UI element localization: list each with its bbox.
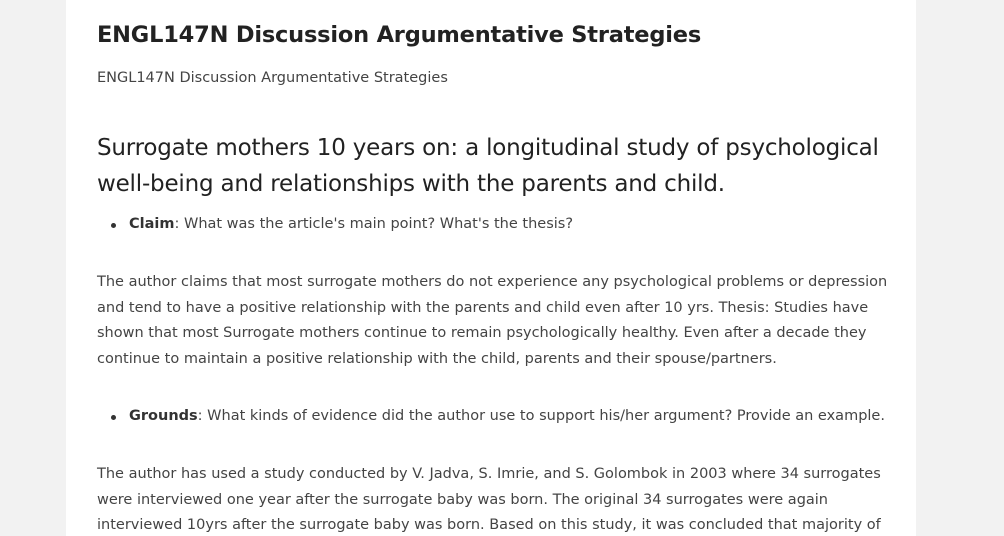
claim-answer-line: shown that most Surrogate mothers continue to remain psychologically healthy. Even after a decade they xyxy=(97,325,867,342)
grounds-term: Grounds xyxy=(129,408,198,424)
article-heading-line: well-being and relationships with the parents and child. xyxy=(97,171,725,197)
claim-answer-line: and tend to have a positive relationship with the parents and child even after 10 yrs. Thesis: Studies have xyxy=(97,299,869,316)
page-card xyxy=(66,0,916,536)
grounds-question: : What kinds of evidence did the author use to support his/her argument? Provide an example. xyxy=(197,408,885,424)
claim-term: Claim xyxy=(129,216,175,232)
claim-answer xyxy=(97,270,887,372)
article-heading xyxy=(97,130,887,202)
grounds-answer-line: were interviewed one year after the surrogate baby was born. The original 34 surrogates were again xyxy=(97,491,828,508)
bullet-icon xyxy=(111,415,116,420)
grounds-bullet-list xyxy=(97,408,885,424)
grounds-answer xyxy=(97,462,887,536)
grounds-answer-line: interviewed 10yrs after the surrogate baby was born. Based on this study, it was concluded that majority of xyxy=(97,517,881,534)
grounds-answer-line: The author has used a study conducted by V. Jadva, S. Imrie, and S. Golombok in 2003 where 34 surrogates xyxy=(97,466,881,482)
claim-answer-line: continue to maintain a positive relationship with the child, parents and their spouse/partners. xyxy=(97,350,777,367)
page-subtitle: ENGL147N Discussion Argumentative Strategies xyxy=(97,70,448,86)
claim-question: : What was the article's main point? What's the thesis? xyxy=(174,216,574,232)
grounds-bullet xyxy=(97,408,885,424)
claim-bullet xyxy=(97,216,573,232)
page-title: ENGL147N Discussion Argumentative Strategies xyxy=(97,22,702,48)
claim-answer-line: The author claims that most surrogate mothers do not experience any psychological problems or depression xyxy=(97,274,888,290)
article-heading-line: Surrogate mothers 10 years on: a longitudinal study of psychological xyxy=(97,135,879,161)
bullet-icon xyxy=(111,223,116,228)
claim-bullet-list xyxy=(97,216,573,232)
